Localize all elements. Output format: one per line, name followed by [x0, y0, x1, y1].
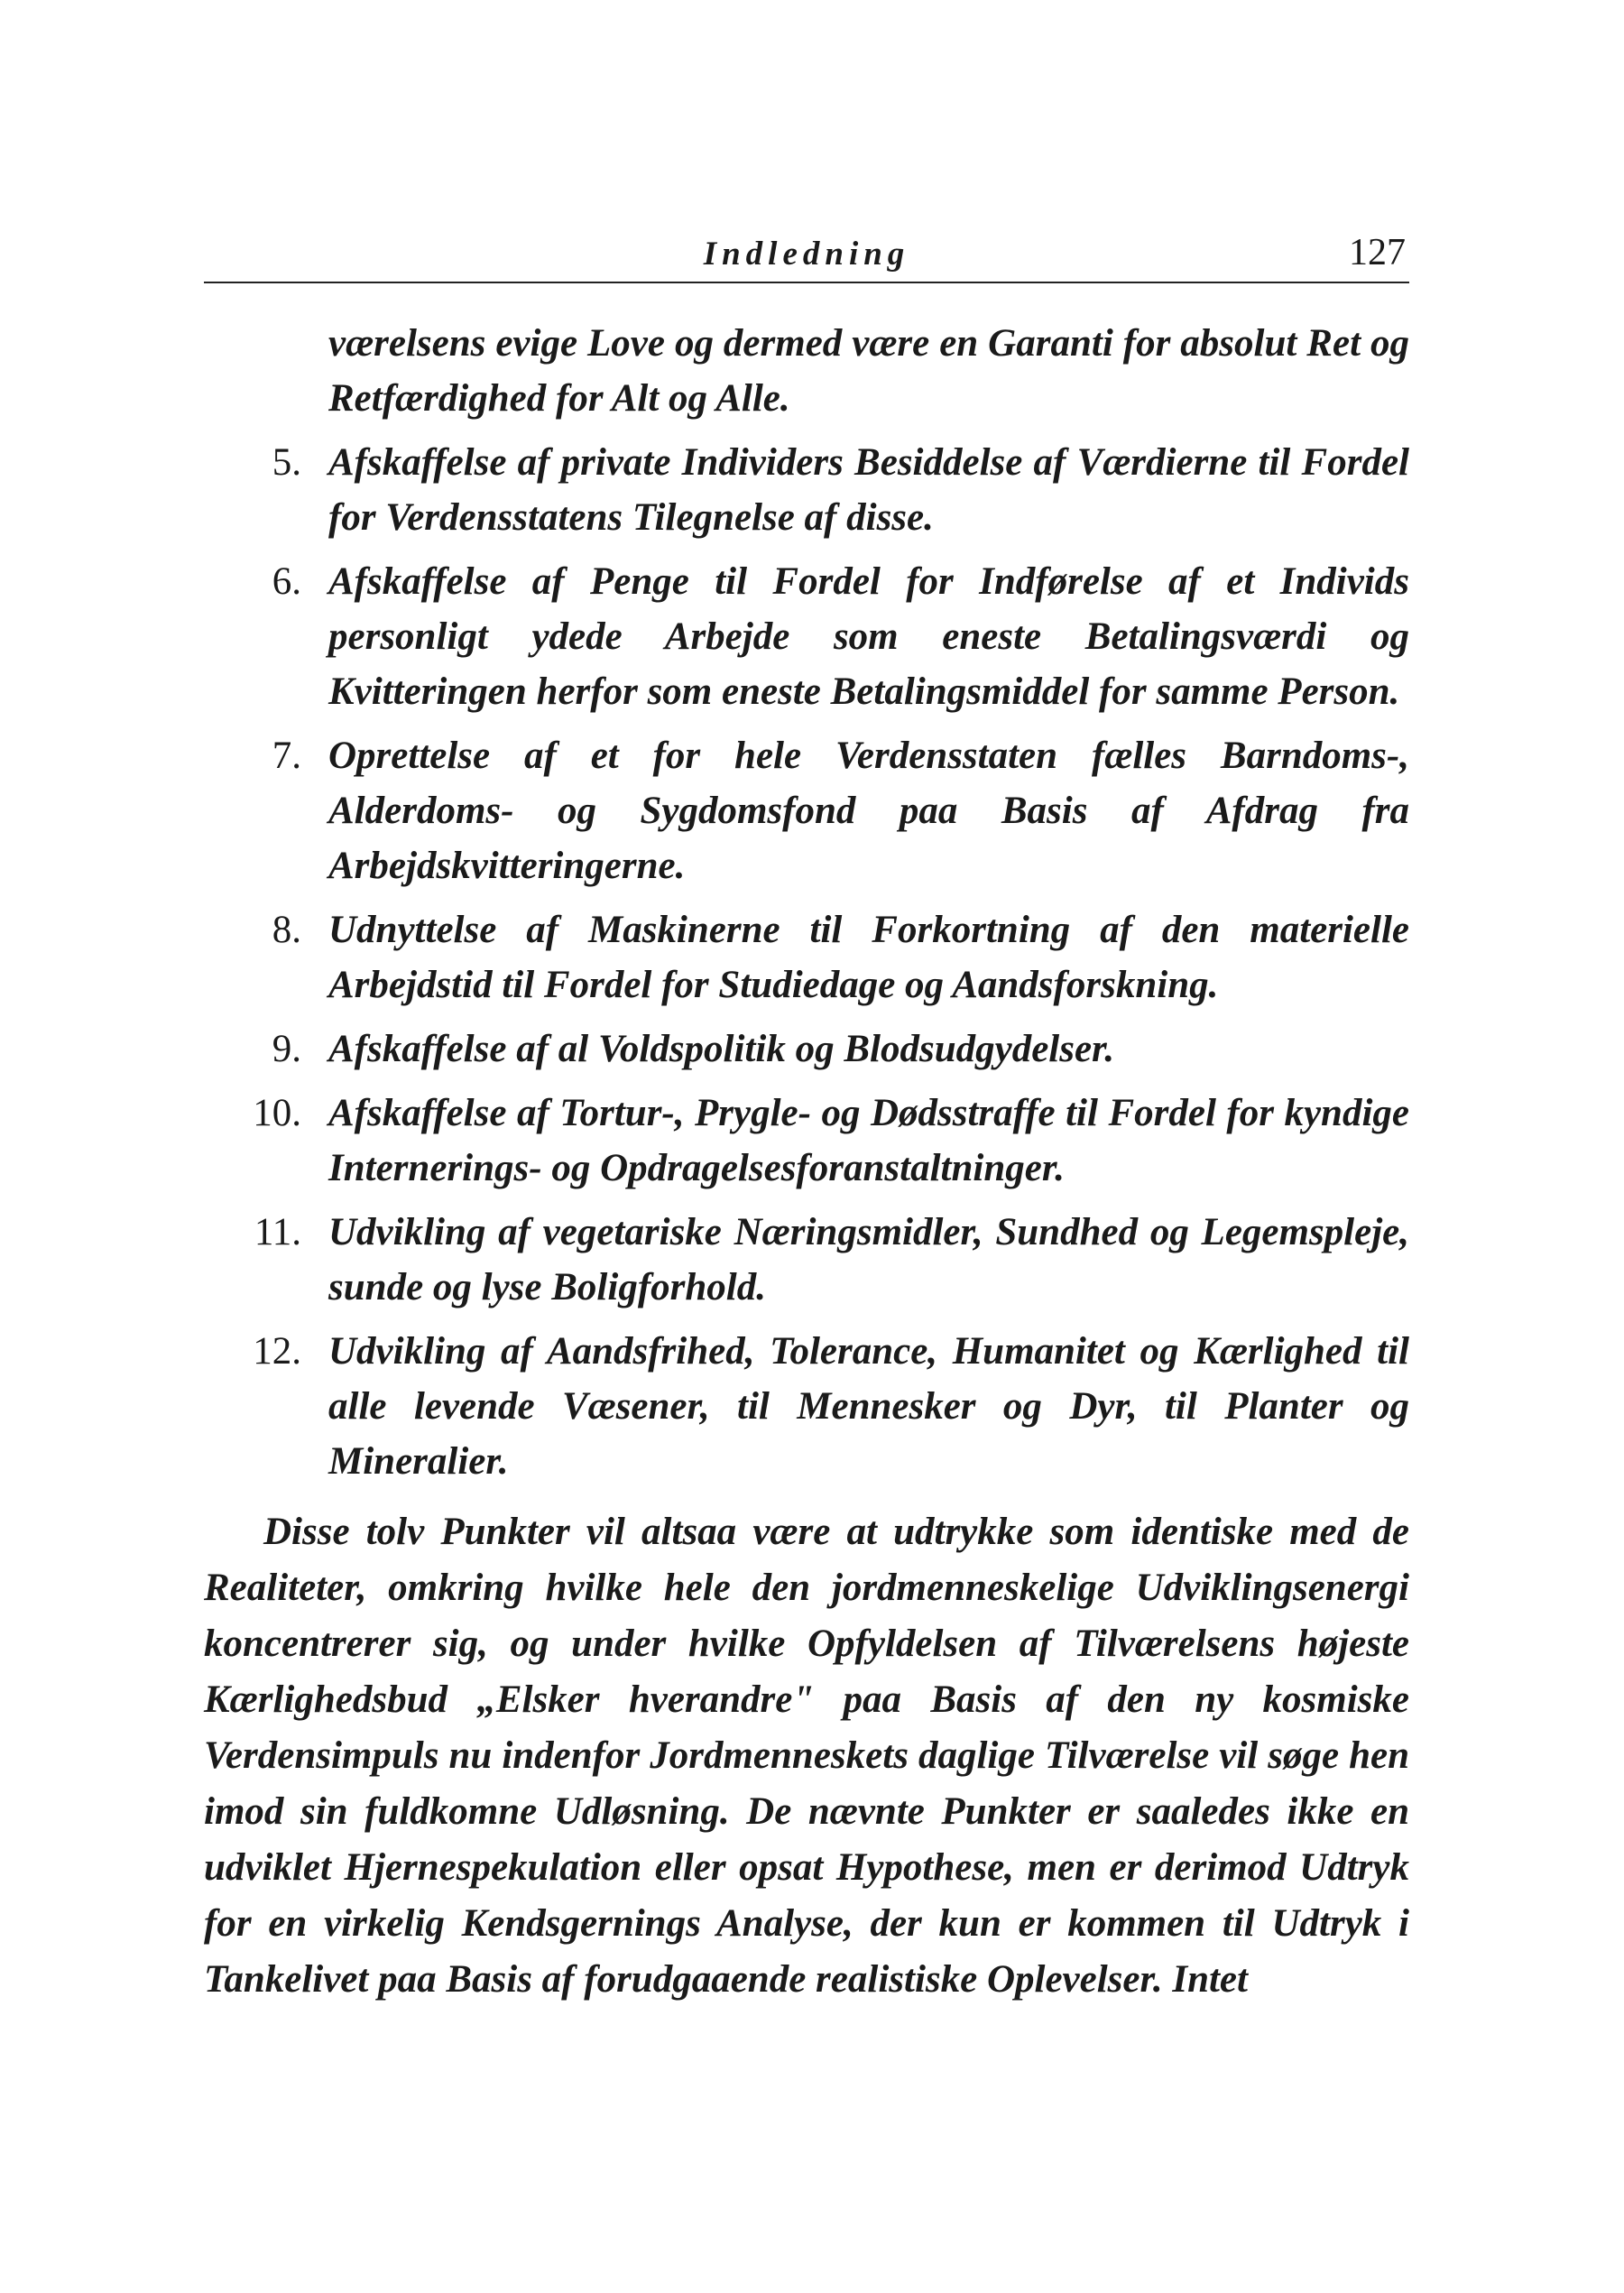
list-item-5 — [204, 435, 1409, 545]
list-item-number: 8. — [272, 909, 301, 951]
list-item-text: Udvikling af Aandsfrihed, Tolerance, Humanitet og Kærlighed til alle levende Væsener, til Mennesker og Dyr, til Planter og Mineralier. — [328, 1330, 1409, 1483]
running-title: Indledning — [703, 236, 910, 273]
list-item-text: Afskaffelse af Penge til Fordel for Indførelse af et Individs personligt ydede Arbejde som eneste Betalingsværdi og Kvitteringen herfor som eneste Betalingsmiddel for samme Person. — [328, 560, 1409, 713]
list-item-text: Afskaffelse af Tortur-, Prygle- og Dødsstraffe til Fordel for kyndige Internerings- og Opdragelsesforanstaltninger. — [328, 1092, 1409, 1189]
page-header — [204, 227, 1409, 273]
list-item-number: 5. — [272, 441, 301, 484]
list-item-number: 7. — [272, 735, 301, 777]
list-item-continuation — [204, 316, 1409, 426]
list-item-7 — [204, 728, 1409, 893]
list-item-number: 9. — [272, 1028, 301, 1070]
list-item-number: 6. — [272, 560, 301, 603]
numbered-list — [204, 316, 1409, 1498]
list-item-text: Udnyttelse af Maskinerne til Forkortning af den materielle Arbejdstid til Fordel for Studiedage og Aandsforskning. — [328, 909, 1409, 1006]
list-item-6 — [204, 554, 1409, 719]
list-item-10 — [204, 1086, 1409, 1196]
list-item-text: Udvikling af vegetariske Næringsmidler, Sundhed og Legemspleje, sunde og lyse Boligforhold. — [328, 1211, 1409, 1308]
list-item-text: Afskaffelse af private Individers Besiddelse af Værdierne til Fordel for Verdensstatens Tilegnelse af disse. — [328, 441, 1409, 539]
list-item-text: Afskaffelse af al Voldspolitik og Blodsudgydelser. — [328, 1028, 1115, 1070]
list-item-text: Oprettelse af et for hele Verdensstaten fælles Barndoms-, Alderdoms- og Sygdomsfond paa Basis af Afdrag fra Arbejdskvitteringerne. — [328, 735, 1409, 887]
list-item-11 — [204, 1205, 1409, 1315]
page-number: 127 — [1349, 232, 1406, 273]
list-item-number: 10. — [253, 1092, 301, 1134]
header-rule — [204, 282, 1409, 283]
list-item-8 — [204, 902, 1409, 1012]
list-item-text: værelsens evige Love og dermed være en Garanti for absolut Ret og Retfærdighed for Alt og Alle. — [328, 322, 1409, 420]
list-item-number: 11. — [254, 1211, 301, 1253]
list-item-12 — [204, 1324, 1409, 1489]
list-item-number: 12. — [253, 1330, 301, 1373]
list-item-9 — [204, 1022, 1409, 1077]
body-paragraph: Disse tolv Punkter vil altsaa være at udtrykke som identiske med de Realiteter, omkring hvilke hele den jordmenneskelige Udviklingsenergi koncentrerer sig, og under hvilke Opfyldelsen af Tilværelsens højeste Kærlighedsbud „Elsker hverandre" paa Basis af den ny kosmiske Verdensimpuls nu indenfor Jordmenneskets daglige Tilværelse vil søge hen imod sin fuldkomne Udløsning. De nævnte Punkter er saaledes ikke en udviklet Hjernespekulation eller opsat Hypothese, men er derimod Udtryk for en virkelig Kendsgernings Analyse, der kun er kommen til Udtryk i Tankelivet paa Basis af forudgaaende realistiske Oplevelser. Intet — [204, 1511, 1409, 2001]
